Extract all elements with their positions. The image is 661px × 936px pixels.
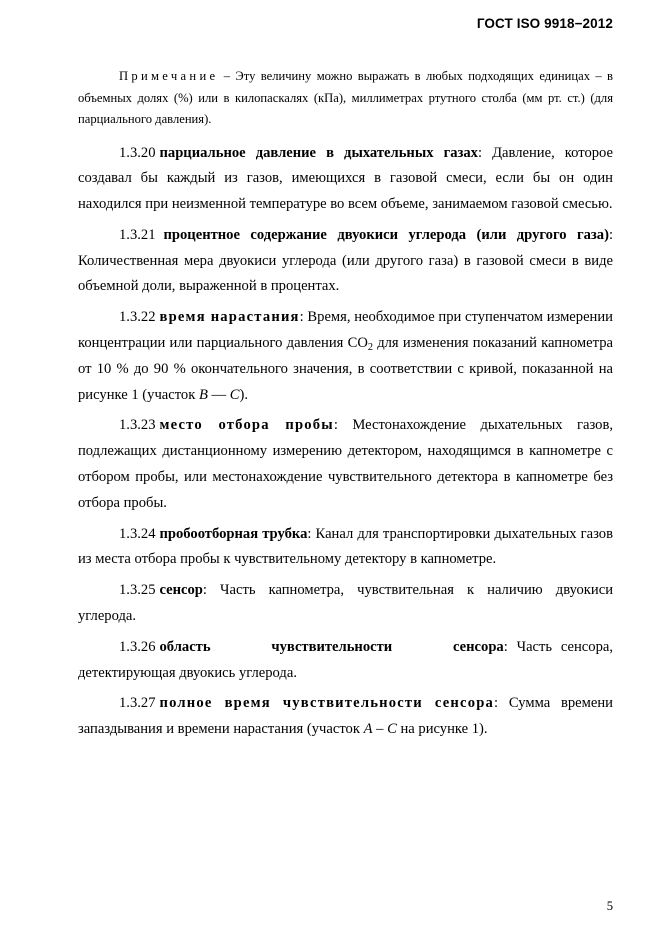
definition: : Местонахождение дыхательных газов, подлежащих дистанционному измерению детектором, находящимся в капнометре с отбором пробы, или местонахождение чувствительного детектора в капнометре без отбора пробы.	[78, 417, 613, 511]
definition-part-c: ).	[239, 386, 249, 403]
section-number: 1.3.25	[119, 582, 156, 599]
term: сенсор	[159, 582, 203, 599]
section-1-3-24	[78, 522, 613, 574]
definition: : Количественная мера двуокиси углерода (или другого газа) в газовой смеси в виде объемной доли, выраженной в процентах.	[78, 226, 613, 295]
note	[78, 66, 613, 131]
section-1-3-26	[78, 635, 613, 687]
term: процентное содержание двуокиси углерода (или другого газа)	[163, 226, 609, 243]
segment-start-var: A	[363, 721, 373, 738]
segment-dash: —	[207, 386, 230, 403]
definition: : Давление, которое создавал бы каждый из газов, имеющихся в газовой смеси, если бы он один находился при неизменной температуре во всем объеме, занимаемом газовой смесью.	[78, 144, 613, 213]
definition: : Канал для транспортировки дыхательных газов из места отбора пробы к чувствительному детектору в капнометре.	[78, 525, 613, 568]
definition: : Часть сенсора, детектирующая двуокись углерода.	[78, 638, 614, 681]
term: область чувствительности сенсора	[159, 638, 504, 655]
definition-part-a: : Время, необходимое при ступенчатом измерении концентрации или парциального давления CO	[78, 309, 613, 352]
note-label: Примечание	[119, 69, 219, 83]
note-text: Эту величину можно выражать в любых подходящих единицах – в объемных долях (%) или в килопаскалях (кПа), миллиметрах ртутного столба (мм рт. ст.) (для парциального давления).	[78, 69, 613, 126]
section-1-3-20	[78, 141, 613, 218]
page-content	[78, 66, 613, 748]
section-1-3-22	[78, 305, 613, 408]
document-id: ГОСТ ISO 9918−2012	[476, 16, 613, 31]
section-number: 1.3.24	[119, 525, 156, 542]
section-number: 1.3.26	[119, 638, 156, 655]
page-number: 5	[606, 899, 613, 913]
term: место отбора пробы	[159, 417, 334, 434]
definition: : Часть капнометра, чувствительная к наличию двуокиси углерода.	[78, 582, 613, 625]
definition-part-a: : Сумма времени запаздывания и времени нарастания (участок	[78, 695, 613, 738]
segment-end-var: C	[387, 721, 397, 738]
section-1-3-25	[78, 578, 613, 630]
segment-dash: –	[372, 721, 388, 738]
section-1-3-23	[78, 413, 613, 516]
section-number: 1.3.22	[119, 309, 156, 326]
term: парциальное давление в дыхательных газах	[159, 144, 478, 161]
section-number: 1.3.23	[119, 417, 156, 434]
note-dash: –	[218, 69, 236, 83]
section-number: 1.3.27	[119, 695, 156, 712]
section-number: 1.3.20	[119, 144, 156, 161]
segment-start-var: B	[198, 386, 208, 403]
section-1-3-27	[78, 691, 613, 743]
section-number: 1.3.21	[119, 226, 156, 243]
section-1-3-21	[78, 223, 613, 300]
subscript-2: 2	[367, 342, 373, 354]
segment-end-var: C	[229, 386, 240, 403]
term: время нарастания	[159, 309, 300, 326]
definition-part-b: для изменения показаний капнометра от 10 % до 90 % окончательного значения, в соответствии с кривой, показанной на рисунке 1 (участок	[78, 335, 613, 403]
term: полное время чувствительности сенсора	[159, 695, 495, 712]
term: пробоотборная трубка	[159, 525, 308, 542]
definition-part-c: на рисунке 1).	[396, 721, 488, 738]
